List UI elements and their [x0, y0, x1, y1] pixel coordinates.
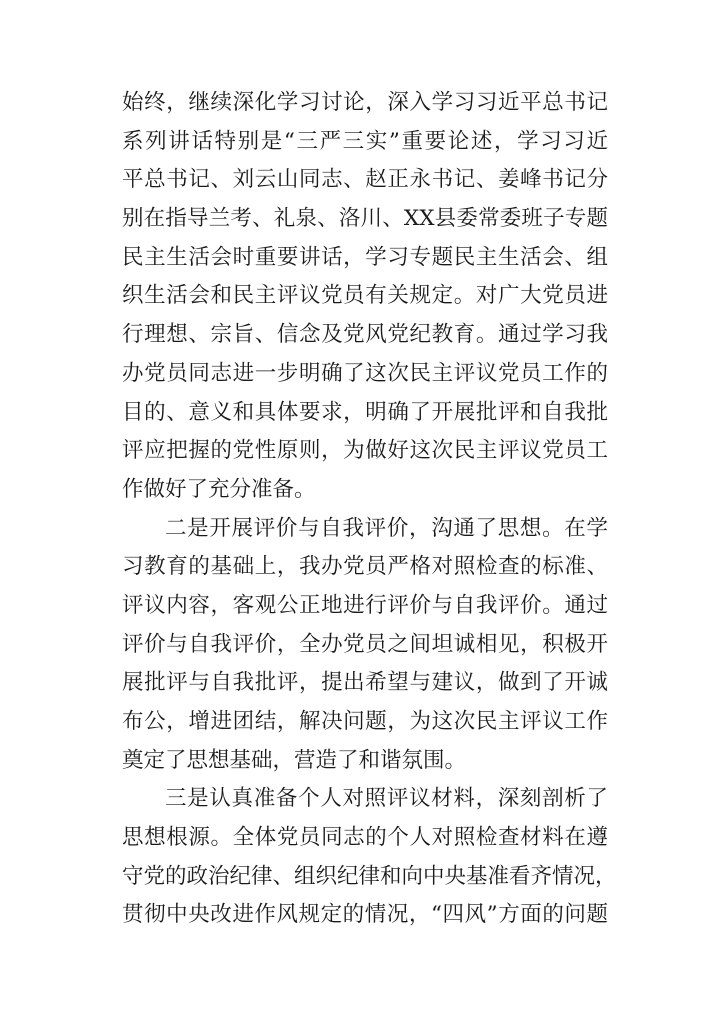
text-line: 展批评与自我批评，提出希望与建议，做到了开诚 [122, 670, 608, 696]
text-line: 奠定了思想基础，营造了和谐氛围。 [122, 747, 467, 773]
text-line: 平总书记、刘云山同志、赵正永书记、姜峰书记分 [122, 167, 608, 193]
text-line: 作做好了充分准备。 [122, 476, 316, 502]
text-line: 习教育的基础上，我办党员严格对照检查的标准、 [122, 554, 608, 580]
text-line: 系列讲话特别是“三严三实”重要论述，学习习近 [122, 128, 608, 154]
text-line: 民主生活会时重要讲话，学习专题民主生活会、组 [122, 244, 608, 270]
text-line: 别在指导兰考、礼泉、洛川、XX县委常委班子专题 [122, 206, 608, 232]
text-line: 评议内容，客观公正地进行评价与自我评价。通过 [122, 592, 608, 618]
text-line: 贯彻中央改进作风规定的情况，“四风”方面的问题 [122, 902, 608, 928]
text-line: 评价与自我评价，全办党员之间坦诚相见，积极开 [122, 631, 608, 657]
text-line: 思想根源。全体党员同志的个人对照检查材料在遵 [122, 825, 608, 851]
text-line: 布公，增进团结，解决问题，为这次民主评议工作 [122, 709, 608, 734]
text-line: 办党员同志进一步明确了这次民主评议党员工作的 [122, 360, 608, 386]
text-line: 目的、意义和具体要求，明确了开展批评和自我批 [122, 399, 608, 425]
text-line: 三是认真准备个人对照评议材料，深刻剖析了 [165, 786, 608, 812]
text-line: 评应把握的党性原则，为做好这次民主评议党员工 [122, 438, 608, 464]
text-line: 二是开展评价与自我评价，沟通了思想。在学 [165, 515, 608, 541]
text-line: 行理想、宗旨、信念及党风党纪教育。通过学习我 [122, 322, 608, 348]
text-line: 织生活会和民主评议党员有关规定。对广大党员进 [122, 283, 608, 309]
text-line: 守党的政治纪律、组织纪律和向中央基准看齐情况， [122, 863, 617, 889]
document-body [122, 84, 617, 935]
text-line: 始终，继续深化学习讨论，深入学习习近平总书记 [122, 90, 608, 115]
